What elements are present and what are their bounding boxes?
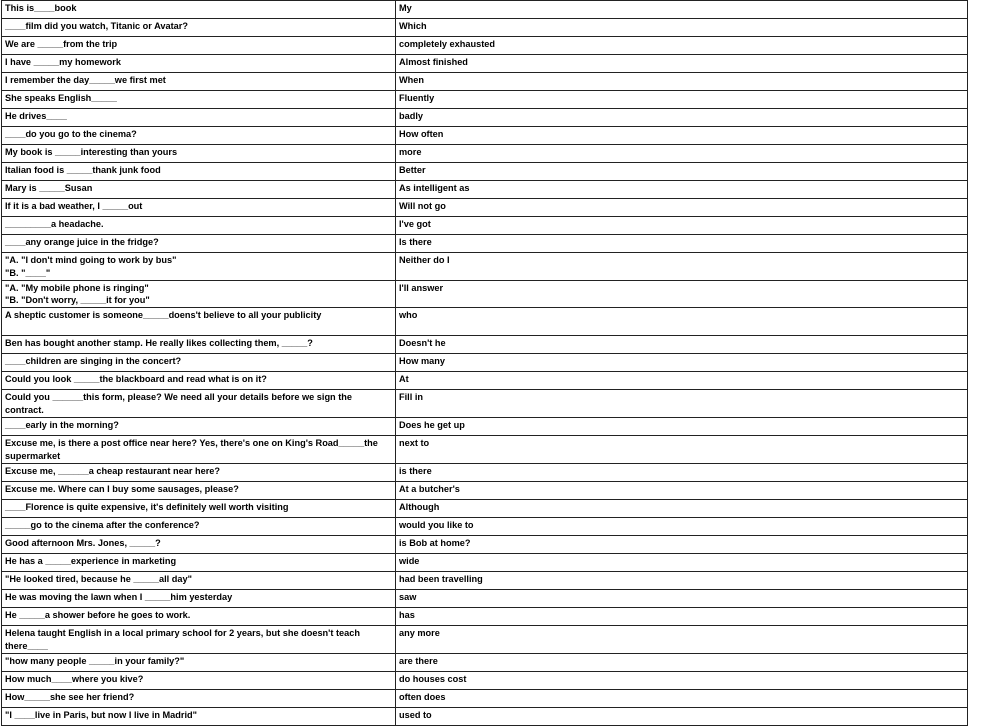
table-row <box>2 145 968 163</box>
question-cell[interactable]: I have _____my homework <box>2 55 396 73</box>
question-cell[interactable]: Good afternoon Mrs. Jones, _____? <box>2 535 396 553</box>
table-row <box>2 199 968 217</box>
table-row <box>2 607 968 625</box>
answer-cell[interactable]: I'll answer <box>396 280 968 308</box>
question-cell[interactable]: Excuse me, is there a post office near here? Yes, there's one on King's Road_____the supermarket <box>2 435 396 463</box>
answer-cell[interactable]: Doesn't he <box>396 336 968 354</box>
answer-cell[interactable]: do houses cost <box>396 671 968 689</box>
table-row <box>2 372 968 390</box>
table-row <box>2 517 968 535</box>
table-row <box>2 280 968 308</box>
answer-cell[interactable]: are there <box>396 653 968 671</box>
table-row <box>2 589 968 607</box>
answer-cell[interactable]: completely exhausted <box>396 37 968 55</box>
answer-cell[interactable]: is there <box>396 463 968 481</box>
answer-cell[interactable]: Which <box>396 19 968 37</box>
table-row <box>2 625 968 653</box>
answer-cell[interactable]: How many <box>396 354 968 372</box>
table-row <box>2 571 968 589</box>
answer-cell[interactable]: Neither do I <box>396 253 968 281</box>
question-cell[interactable]: My book is _____interesting than yours <box>2 145 396 163</box>
question-cell[interactable]: He _____a shower before he goes to work. <box>2 607 396 625</box>
question-cell[interactable]: He drives____ <box>2 109 396 127</box>
answer-cell[interactable]: Better <box>396 163 968 181</box>
answer-cell[interactable]: At <box>396 372 968 390</box>
table-row <box>2 499 968 517</box>
table-row <box>2 308 968 336</box>
question-cell[interactable]: She speaks English_____ <box>2 91 396 109</box>
question-cell[interactable]: He was moving the lawn when I _____him yesterday <box>2 589 396 607</box>
table-row <box>2 253 968 281</box>
table-row <box>2 435 968 463</box>
answer-cell[interactable]: wide <box>396 553 968 571</box>
table-row <box>2 481 968 499</box>
answer-cell[interactable]: would you like to <box>396 517 968 535</box>
answer-cell[interactable]: who <box>396 308 968 336</box>
answer-cell[interactable]: Although <box>396 499 968 517</box>
answer-cell[interactable]: any more <box>396 625 968 653</box>
question-cell[interactable]: "A. "My mobile phone is ringing" "B. "Don't worry, _____it for you" <box>2 280 396 308</box>
question-cell[interactable]: Could you ______this form, please? We need all your details before we sign the contract. <box>2 390 396 418</box>
question-cell[interactable]: ____Florence is quite expensive, it's definitely well worth visiting <box>2 499 396 517</box>
table-row <box>2 163 968 181</box>
table-row <box>2 109 968 127</box>
answer-cell[interactable]: I've got <box>396 217 968 235</box>
answer-cell[interactable]: Fill in <box>396 390 968 418</box>
answer-cell[interactable]: Almost finished <box>396 55 968 73</box>
question-cell[interactable]: "A. "I don't mind going to work by bus" "B. "____" <box>2 253 396 281</box>
table-row <box>2 1 968 19</box>
table-row <box>2 73 968 91</box>
table-row <box>2 336 968 354</box>
answer-cell[interactable]: more <box>396 145 968 163</box>
question-cell[interactable]: Excuse me. Where can I buy some sausages, please? <box>2 481 396 499</box>
answer-cell[interactable]: next to <box>396 435 968 463</box>
table-row <box>2 354 968 372</box>
question-cell[interactable]: ____any orange juice in the fridge? <box>2 235 396 253</box>
table-row <box>2 19 968 37</box>
answer-cell[interactable]: saw <box>396 589 968 607</box>
question-cell[interactable]: ____early in the morning? <box>2 417 396 435</box>
question-cell[interactable]: ____film did you watch, Titanic or Avatar? <box>2 19 396 37</box>
table-row <box>2 390 968 418</box>
question-cell[interactable]: ____children are singing in the concert? <box>2 354 396 372</box>
question-cell[interactable]: _________a headache. <box>2 217 396 235</box>
question-cell[interactable]: "He looked tired, because he _____all day" <box>2 571 396 589</box>
answer-cell[interactable]: At a butcher's <box>396 481 968 499</box>
answer-cell[interactable]: has <box>396 607 968 625</box>
table-row <box>2 55 968 73</box>
question-cell[interactable]: He has a _____experience in marketing <box>2 553 396 571</box>
table-row <box>2 707 968 725</box>
answer-cell[interactable]: had been travelling <box>396 571 968 589</box>
answer-cell[interactable]: My <box>396 1 968 19</box>
answer-cell[interactable]: is Bob at home? <box>396 535 968 553</box>
question-cell[interactable]: A sheptic customer is someone_____doens't believe to all your publicity <box>2 308 396 336</box>
table-row <box>2 127 968 145</box>
table-row <box>2 671 968 689</box>
question-cell[interactable]: We are _____from the trip <box>2 37 396 55</box>
answer-cell[interactable]: often does <box>396 689 968 707</box>
question-cell[interactable]: Italian food is _____thank junk food <box>2 163 396 181</box>
table-row <box>2 463 968 481</box>
table-row <box>2 689 968 707</box>
answer-cell[interactable]: used to <box>396 707 968 725</box>
answer-cell[interactable]: How often <box>396 127 968 145</box>
question-cell[interactable]: This is____book <box>2 1 396 19</box>
worksheet <box>1 0 967 726</box>
table-row <box>2 417 968 435</box>
table-row <box>2 653 968 671</box>
table-row <box>2 235 968 253</box>
question-cell[interactable]: Could you look _____the blackboard and read what is on it? <box>2 372 396 390</box>
question-cell[interactable]: How much____where you kive? <box>2 671 396 689</box>
answer-cell[interactable]: Will not go <box>396 199 968 217</box>
question-cell[interactable]: "how many people _____in your family?" <box>2 653 396 671</box>
question-cell[interactable]: Ben has bought another stamp. He really likes collecting them, _____? <box>2 336 396 354</box>
question-cell[interactable]: I remember the day_____we first met <box>2 73 396 91</box>
table-row <box>2 217 968 235</box>
table-row <box>2 181 968 199</box>
table-row <box>2 91 968 109</box>
answer-cell[interactable]: badly <box>396 109 968 127</box>
table-body <box>2 1 968 726</box>
answer-cell[interactable]: As intelligent as <box>396 181 968 199</box>
table-row <box>2 553 968 571</box>
question-cell[interactable]: How_____she see her friend? <box>2 689 396 707</box>
answer-cell[interactable]: When <box>396 73 968 91</box>
answer-cell[interactable]: Is there <box>396 235 968 253</box>
question-cell[interactable]: Excuse me, ______a cheap restaurant near here? <box>2 463 396 481</box>
answer-cell[interactable]: Does he get up <box>396 417 968 435</box>
answer-cell[interactable]: Fluently <box>396 91 968 109</box>
question-cell[interactable]: "I ____live in Paris, but now I live in Madrid" <box>2 707 396 725</box>
question-cell[interactable]: ____do you go to the cinema? <box>2 127 396 145</box>
table-row <box>2 37 968 55</box>
question-cell[interactable]: Helena taught English in a local primary school for 2 years, but she doesn't teach there____ <box>2 625 396 653</box>
table-row <box>2 535 968 553</box>
question-cell[interactable]: _____go to the cinema after the conference? <box>2 517 396 535</box>
question-cell[interactable]: If it is a bad weather, I _____out <box>2 199 396 217</box>
question-answer-table <box>1 0 968 726</box>
question-cell[interactable]: Mary is _____Susan <box>2 181 396 199</box>
